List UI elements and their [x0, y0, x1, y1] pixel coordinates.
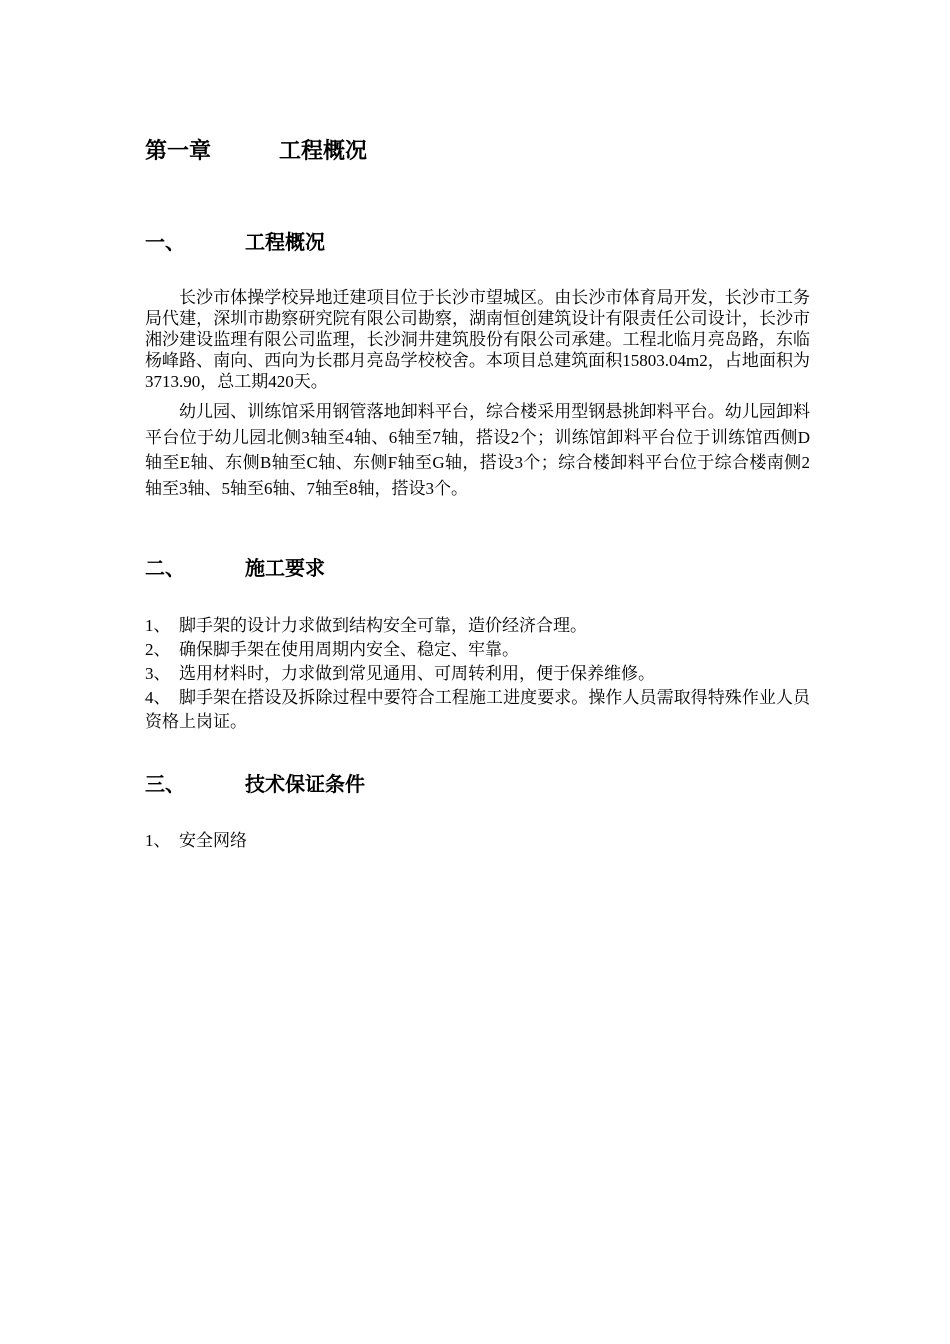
section-number: 二、 — [145, 556, 185, 580]
section-title: 施工要求 — [245, 556, 325, 580]
list-item — [145, 662, 810, 686]
section-1-body — [145, 287, 810, 392]
paragraph: 长沙市体操学校异地迁建项目位于长沙市望城区。由长沙市体育局开发，长沙市工务局代建，深圳市勘察研究院有限公司勘察，湖南恒创建筑设计有限责任公司设计，长沙市湘沙建设监理有限公司监理，长沙洞井建筑股份有限公司承建。工程北临月亮岛路，东临杨峰路、南向、西向为长郡月亮岛学校校舍。本项目总建筑面积15803.04m2，占地面积为3713.90，总工期420天。 — [145, 288, 810, 391]
list-item — [145, 614, 810, 638]
section-heading-1 — [145, 228, 325, 256]
section-2-list — [145, 614, 810, 734]
list-item-text: 选用材料时，力求做到常见通用、可周转利用，便于保养维修。 — [179, 664, 655, 683]
section-title: 工程概况 — [245, 230, 325, 254]
section-3-list — [145, 829, 810, 853]
section-number: 三、 — [145, 772, 185, 796]
list-item — [145, 829, 810, 853]
list-item-number: 1、 — [145, 831, 171, 850]
section-heading-2 — [145, 554, 325, 582]
list-item-number: 4、 — [145, 688, 171, 707]
list-item — [145, 686, 810, 734]
list-item-text: 安全网络 — [179, 831, 247, 850]
list-item-text: 确保脚手架在使用周期内安全、稳定、牢靠。 — [179, 640, 519, 659]
list-item-number: 3、 — [145, 664, 171, 683]
section-1-body-2 — [145, 399, 810, 501]
list-item — [145, 638, 810, 662]
list-item-text: 脚手架在搭设及拆除过程中要符合工程施工进度要求。操作人员需取得特殊作业人员资格上岗证。 — [145, 688, 810, 731]
chapter-title — [145, 136, 367, 168]
paragraph: 幼儿园、训练馆采用钢管落地卸料平台，综合楼采用型钢悬挑卸料平台。幼儿园卸料平台位于幼儿园北侧3轴至4轴、6轴至7轴，搭设2个；训练馆卸料平台位于训练馆西侧D轴至E轴、东侧B轴至C轴、东侧F轴至G轴，搭设3个；综合楼卸料平台位于综合楼南侧2轴至3轴、5轴至6轴、7轴至8轴，搭设3个。 — [145, 402, 810, 498]
section-title: 技术保证条件 — [245, 772, 365, 796]
section-number: 一、 — [145, 230, 185, 254]
list-item-text: 脚手架的设计力求做到结构安全可靠，造价经济合理。 — [179, 616, 587, 635]
list-item-number: 2、 — [145, 640, 171, 659]
list-item-number: 1、 — [145, 616, 171, 635]
chapter-number: 第一章 — [145, 139, 212, 164]
chapter-title-text: 工程概况 — [279, 139, 368, 164]
section-heading-3 — [145, 770, 365, 798]
